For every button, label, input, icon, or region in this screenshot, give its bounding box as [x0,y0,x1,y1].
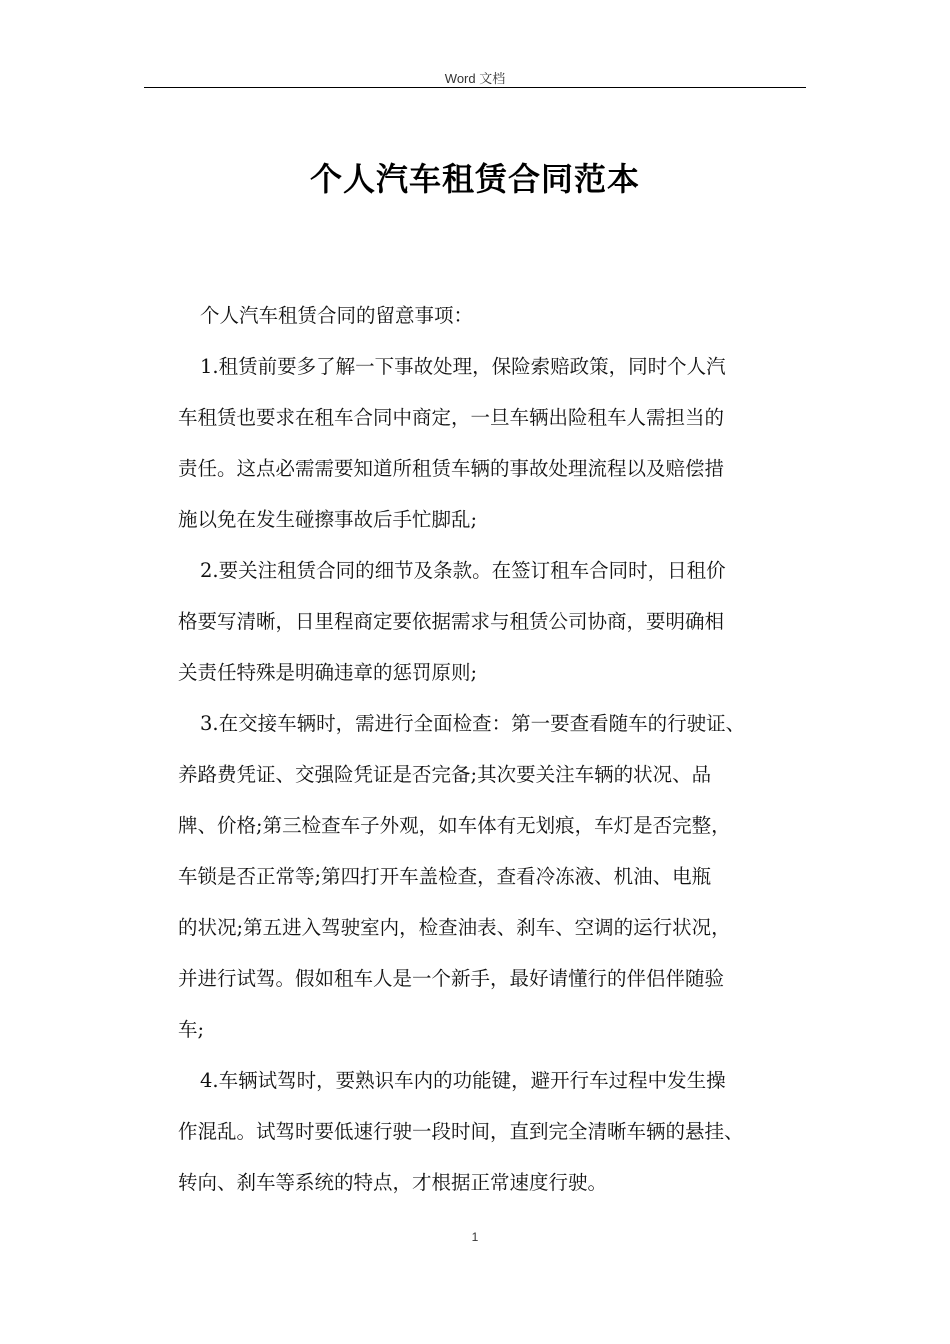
paragraph-line: 格要写清晰，日里程商定要依据需求与租赁公司协商，要明确相 [178,610,725,633]
paragraph-line: 牌、价格;第三检查车子外观，如车体有无划痕，车灯是否完整， [178,814,731,837]
document-title: 个人汽车租赁合同范本 [309,160,640,198]
paragraph-line: 责任。这点必需需要知道所租赁车辆的事故处理流程以及赔偿措 [178,457,725,480]
paragraph-line: 养路费凭证、交强险凭证是否完备;其次要关注车辆的状况、品 [178,763,712,786]
paragraph-line: 个人汽车租赁合同的留意事项： [200,304,474,327]
paragraph-line: 作混乱。试驾时要低速行驶一段时间，直到完全清晰车辆的悬挂、 [178,1120,744,1143]
paragraph-line: 1.租赁前要多了解一下事故处理，保险索赔政策，同时个人汽 [200,355,726,378]
paragraph-line: 车租赁也要求在租车合同中商定，一旦车辆出险租车人需担当的 [178,406,725,429]
paragraph-line: 关责任特殊是明确违章的惩罚原则; [178,661,478,684]
header-divider [144,87,806,88]
paragraph-line: 并进行试驾。假如租车人是一个新手，最好请懂行的伴侣伴随验 [178,967,725,990]
paragraph-line: 施以免在发生碰擦事故后手忙脚乱; [178,508,478,531]
paragraph-line: 的状况;第五进入驾驶室内，检查油表、刹车、空调的运行状况， [178,916,731,939]
paragraph-line: 3.在交接车辆时，需进行全面检查：第一要查看随车的行驶证、 [200,712,746,735]
paragraph-line: 车; [178,1018,205,1041]
page-number: 1 [471,1230,479,1244]
paragraph-line: 2.要关注租赁合同的细节及条款。在签订租车合同时，日租价 [200,559,726,582]
paragraph-line: 转向、刹车等系统的特点，才根据正常速度行驶。 [178,1171,608,1194]
document-body [178,290,818,1208]
paragraph-line: 车锁是否正常等;第四打开车盖检查，查看冷冻液、机油、电瓶 [178,865,712,888]
paragraph-line: 4.车辆试驾时，要熟识车内的功能键，避开行车过程中发生操 [200,1069,726,1092]
page-header: Word 文档 [444,71,506,86]
